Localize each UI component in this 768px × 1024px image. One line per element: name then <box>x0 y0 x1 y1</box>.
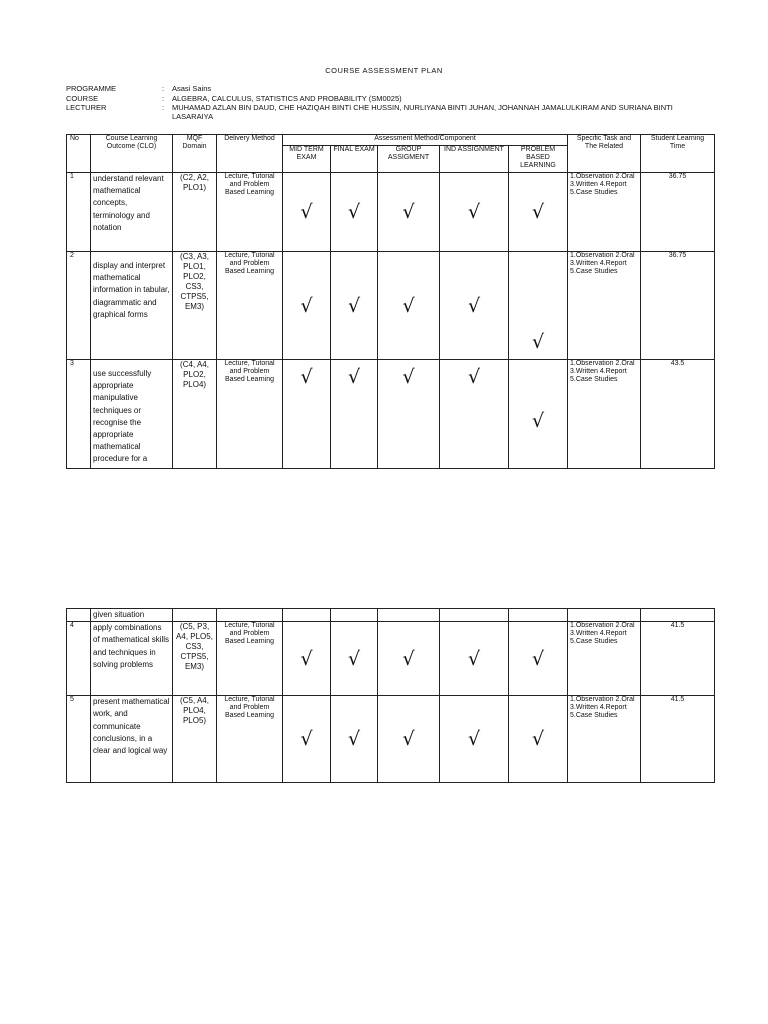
check-mark: √ <box>331 173 378 252</box>
delivery-method: Lecture, Tutorial and Problem Based Learning <box>217 622 283 696</box>
check-mark: √ <box>331 696 378 783</box>
learning-time: 36.75 <box>641 173 715 252</box>
mqf-domain: (C3, A3, PLO1, PLO2, CS3, CTPS5, EM3) <box>173 252 217 360</box>
header-clo: Course Learning Outcome (CLO) <box>91 135 173 173</box>
check-mark: √ <box>440 252 509 360</box>
check-mark: √ <box>378 622 440 696</box>
specific-task: 1.Observation 2.Oral 3.Written 4.Report 5.Case Studies <box>568 696 641 783</box>
header-final: FINAL EXAM <box>331 146 378 173</box>
check-mark: √ <box>331 252 378 360</box>
page-title: COURSE ASSESSMENT PLAN <box>325 66 443 75</box>
clo-text: understand relevant mathematical concepts, terminology and notation <box>91 173 173 252</box>
course-value: ALGEBRA, CALCULUS, STATISTICS AND PROBABILITY (SM0025) <box>172 94 402 103</box>
assessment-table <box>66 134 715 469</box>
course-line <box>66 94 712 103</box>
check-mark: √ <box>331 622 378 696</box>
table-row <box>67 609 715 622</box>
header-delivery: Delivery Method <box>217 135 283 173</box>
clo-text: apply combinations of mathematical skills and techniques in solving problems <box>91 622 173 696</box>
programme-line <box>66 84 712 93</box>
check-mark: √ <box>509 622 568 696</box>
check-mark: √ <box>509 252 568 360</box>
mqf-domain: (C5, A4, PLO4, PLO5) <box>173 696 217 783</box>
header-ind: IND ASSIGNMENT <box>440 146 509 173</box>
mqf-domain: (C2, A2, PLO1) <box>173 173 217 252</box>
header-pbl: PROBLEM BASED LEARNING <box>509 146 568 173</box>
header-group: GROUP ASSIGMENT <box>378 146 440 173</box>
check-mark: √ <box>378 696 440 783</box>
header-mqf: MQF Domain <box>173 135 217 173</box>
clo-text: display and interpret mathematical information in tabular, diagrammatic and graphical forms <box>91 252 173 360</box>
lecturer-value: MUHAMAD AZLAN BIN DAUD, CHE HAZIQAH BINTI CHE HUSSIN, NURLIYANA BINTI JUHAN, JOHANNAH JAMALULKIRAM AND SURIANA BINTI LASARAIYA <box>172 103 673 121</box>
check-mark: √ <box>331 360 378 469</box>
table-row <box>67 252 715 360</box>
check-mark: √ <box>283 360 331 469</box>
row-no: 5 <box>67 696 91 783</box>
clo-text: present mathematical work, and communicate conclusions, in a clear and logical way <box>91 696 173 783</box>
table-row <box>67 622 715 696</box>
check-mark: √ <box>440 173 509 252</box>
header-mid: MID TERM EXAM <box>283 146 331 173</box>
row-no: 2 <box>67 252 91 360</box>
learning-time: 41.5 <box>641 696 715 783</box>
colon: : <box>162 94 165 103</box>
check-mark: √ <box>283 252 331 360</box>
learning-time: 43.5 <box>641 360 715 469</box>
check-mark: √ <box>378 360 440 469</box>
check-mark: √ <box>509 696 568 783</box>
programme-key: PROGRAMME <box>66 84 117 93</box>
learning-time: 41.5 <box>641 622 715 696</box>
mqf-domain: (C4, A4, PLO2, PLO4) <box>173 360 217 469</box>
check-mark: √ <box>283 696 331 783</box>
header-no: No <box>67 135 91 173</box>
specific-task: 1.Observation 2.Oral 3.Written 4.Report 5.Case Studies <box>568 252 641 360</box>
table-row <box>67 173 715 252</box>
check-mark: √ <box>440 696 509 783</box>
header-slt: Student Learning Time <box>641 135 715 173</box>
clo-text: use successfully appropriate manipulative techniques or recognise the appropriate mathematical procedure for a <box>91 360 173 469</box>
mqf-domain: (C5, P3, A4, PLO5, CS3, CTPS5, EM3) <box>173 622 217 696</box>
lecturer-key: LECTURER <box>66 103 107 112</box>
header-task: Specific Task and The Related <box>568 135 641 173</box>
row-no: 3 <box>67 360 91 469</box>
row-no: 1 <box>67 173 91 252</box>
check-mark: √ <box>378 173 440 252</box>
table-row <box>67 360 715 469</box>
specific-task: 1.Observation 2.Oral 3.Written 4.Report 5.Case Studies <box>568 622 641 696</box>
table-row <box>67 696 715 783</box>
check-mark: √ <box>440 622 509 696</box>
delivery-method: Lecture, Tutorial and Problem Based Learning <box>217 696 283 783</box>
lecturer-line <box>66 103 692 121</box>
header-assessment: Assessment Method/Component <box>283 135 568 146</box>
check-mark: √ <box>440 360 509 469</box>
specific-task: 1.Observation 2.Oral 3.Written 4.Report 5.Case Studies <box>568 173 641 252</box>
check-mark: √ <box>283 173 331 252</box>
check-mark: √ <box>283 622 331 696</box>
specific-task: 1.Observation 2.Oral 3.Written 4.Report 5.Case Studies <box>568 360 641 469</box>
row-no: 4 <box>67 622 91 696</box>
delivery-method: Lecture, Tutorial and Problem Based Learning <box>217 360 283 469</box>
learning-time: 36.75 <box>641 252 715 360</box>
delivery-method: Lecture, Tutorial and Problem Based Learning <box>217 173 283 252</box>
course-key: COURSE <box>66 94 99 103</box>
programme-value: Asasi Sains <box>172 84 212 93</box>
colon: : <box>162 103 165 112</box>
assessment-table-continued <box>66 608 715 783</box>
clo-text-continued: given situation <box>91 609 173 622</box>
delivery-method: Lecture, Tutorial and Problem Based Learning <box>217 252 283 360</box>
check-mark: √ <box>378 252 440 360</box>
check-mark: √ <box>509 173 568 252</box>
check-mark: √ <box>509 360 568 469</box>
colon: : <box>162 84 165 93</box>
